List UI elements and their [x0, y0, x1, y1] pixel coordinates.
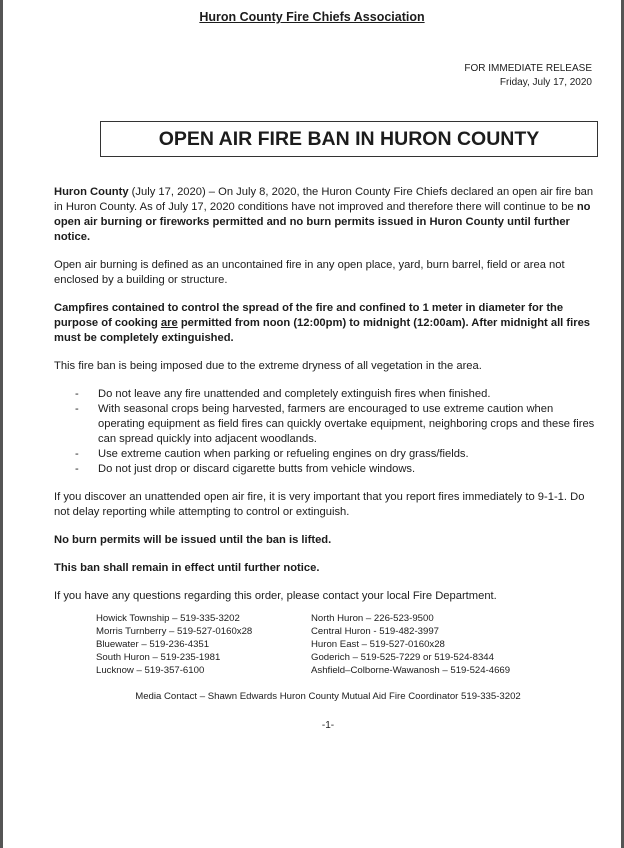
intro-lead: Huron County — [54, 186, 129, 198]
page-edge-left — [0, 0, 3, 848]
document-body — [54, 185, 602, 733]
release-info — [464, 62, 592, 90]
list-item: - Do not just drop or discard cigarette butts from vehicle windows. — [98, 462, 602, 477]
contact: Central Huron - 519-482-3997 — [311, 626, 439, 637]
contacts-left — [96, 612, 311, 677]
contact: Morris Turnberry – 519-527-0160x28 — [96, 626, 253, 637]
contact: Howick Township – 519-335-3202 — [96, 613, 240, 624]
list-item: - With seasonal crops being harvested, farmers are encouraged to use extreme caution when operating equipment as field fires can quickly overtake equipment, neighboring crops and these fires can spread quickly into adjacent woodlands. — [98, 402, 602, 447]
document-title: OPEN AIR FIRE BAN IN HURON COUNTY — [100, 121, 598, 157]
paragraph-reason: This fire ban is being imposed due to the extreme dryness of all vegetation in the area. — [54, 360, 482, 372]
contact: Ashfield–Colborne-Wawanosh – 519-524-4669 — [311, 665, 511, 676]
contacts-list — [96, 612, 602, 677]
contact: North Huron – 226-523-9500 — [311, 613, 434, 624]
list-item: - Do not leave any fire unattended and completely extinguish fires when finished. — [98, 387, 602, 402]
contact: South Huron – 519-235-1981 — [96, 652, 221, 663]
contact: Bluewater – 519-236-4351 — [96, 639, 210, 650]
release-label: FOR IMMEDIATE RELEASE — [464, 63, 592, 74]
contact: Goderich – 519-525-7229 or 519-524-8344 — [311, 652, 494, 663]
paragraph-permits — [54, 533, 602, 548]
paragraph-report: If you discover an unattended open air fire, it is very important that you report fires immediately to 9-1-1. Do not delay reporting while attempting to control or extinguish. — [54, 491, 585, 518]
campfire-text-a: Campfires contained to control the spread of the fire and confined to 1 meter in diameter for the purpose of cooking — [54, 302, 564, 329]
media-contact: Media Contact – Shawn Edwards Huron County Mutual Aid Fire Coordinator 519-335-3202 — [135, 691, 521, 702]
contact: Lucknow – 519-357-6100 — [96, 665, 205, 676]
organization-header: Huron County Fire Chiefs Association — [199, 10, 425, 24]
precautions-list — [54, 387, 602, 477]
paragraph-campfires — [54, 301, 602, 346]
paragraph-questions: If you have any questions regarding this order, please contact your local Fire Department. — [54, 590, 497, 602]
intro-text: (July 17, 2020) – On July 8, 2020, the Huron County Fire Chiefs declared an open air fire ban in Huron County. As of July 17, 2020 conditions have not improved and therefore there will continue to be — [54, 186, 594, 213]
campfire-are: are — [160, 317, 178, 329]
effect-text: This ban shall remain in effect until further notice. — [54, 562, 320, 574]
contact: Huron East – 519-527-0160x28 — [311, 639, 445, 650]
contacts-right — [311, 612, 510, 677]
campfire-text-b: permitted from noon (12:00pm) to midnight (12:00am). After midnight all fires must be completely extinguished. — [54, 317, 591, 344]
paragraph-definition: Open air burning is defined as an uncontained fire in any open place, yard, burn barrel, field or area not enclosed by a building or structure. — [54, 259, 565, 286]
intro-bold: no open air burning or fireworks permitted and no burn permits issued in Huron County until further notice. — [54, 201, 591, 243]
release-date: Friday, July 17, 2020 — [499, 77, 592, 88]
paragraph-intro — [54, 185, 602, 245]
list-item: - Use extreme caution when parking or refueling engines on dry grass/fields. — [98, 447, 602, 462]
paragraph-effect — [54, 561, 602, 576]
page-number: -1- — [321, 720, 335, 731]
permits-text: No burn permits will be issued until the ban is lifted. — [54, 534, 332, 546]
